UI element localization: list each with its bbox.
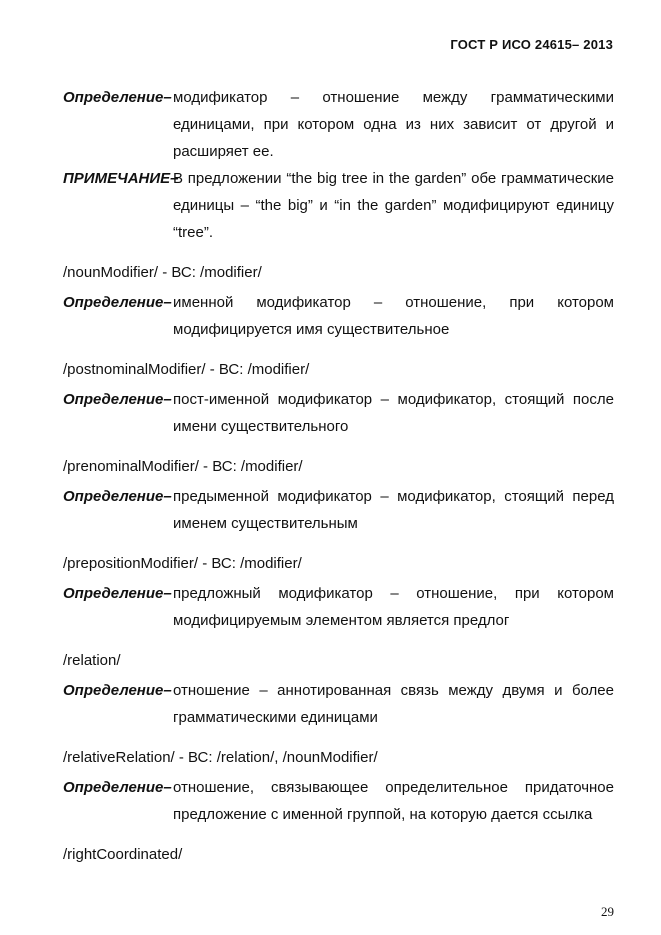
definition-label: Определение– [63,585,172,602]
note-paragraph [63,165,614,246]
definition-text: пост-именной модификатор – модификатор, стоящий после имени существительного [173,391,614,435]
definition-text: модификатор – отношение между грамматическими единицами, при котором одна из них зависит от другой и расширяет ее. [173,89,614,160]
definition-text: именной модификатор – отношение, при котором модифицируется имя существительное [173,294,614,338]
term-heading: /prepositionModifier/ - ВС: /modifier/ [63,555,302,572]
term-heading: /nounModifier/ - ВС: /modifier/ [63,264,262,281]
definition-label: Определение– [63,391,172,408]
definition-paragraph [63,289,614,343]
term-heading: /relation/ [63,652,121,669]
document-header: ГОСТ Р ИСО 24615– 2013 [450,37,613,52]
definition-paragraph [63,677,614,731]
definition-text: отношение – аннотированная связь между двумя и более грамматическими единицами [173,682,614,726]
definition-label: Определение– [63,294,172,311]
definition-label: Определение– [63,488,172,505]
note-text: В предложении “the big tree in the garden” обе грамматические единицы – “the big” и “in the garden” модифицируют единицу “tree”. [173,170,614,241]
definition-paragraph [63,580,614,634]
definition-label: Определение– [63,779,172,796]
note-label: ПРИМЕЧАНИЕ– [63,170,179,187]
term-heading: /postnominalModifier/ - ВС: /modifier/ [63,361,310,378]
document-body [63,84,614,865]
definition-label: Определение– [63,89,172,106]
definition-label: Определение– [63,682,172,699]
page-number: 29 [601,904,614,919]
definition-paragraph [63,84,614,165]
definition-paragraph [63,483,614,537]
term-heading: /prenominalModifier/ - ВС: /modifier/ [63,458,303,475]
term-heading: /rightCoordinated/ [63,846,183,863]
definition-text: предыменной модификатор – модификатор, стоящий перед именем существительным [173,488,614,532]
definition-text: отношение, связывающее определительное придаточное предложение с именной группой, на которую дается ссылка [173,779,614,823]
definition-paragraph [63,774,614,828]
definition-paragraph [63,386,614,440]
definition-text: предложный модификатор – отношение, при котором модифицируемым элементом является предлог [173,585,614,629]
term-heading: /relativeRelation/ - ВС: /relation/, /nounModifier/ [63,749,378,766]
